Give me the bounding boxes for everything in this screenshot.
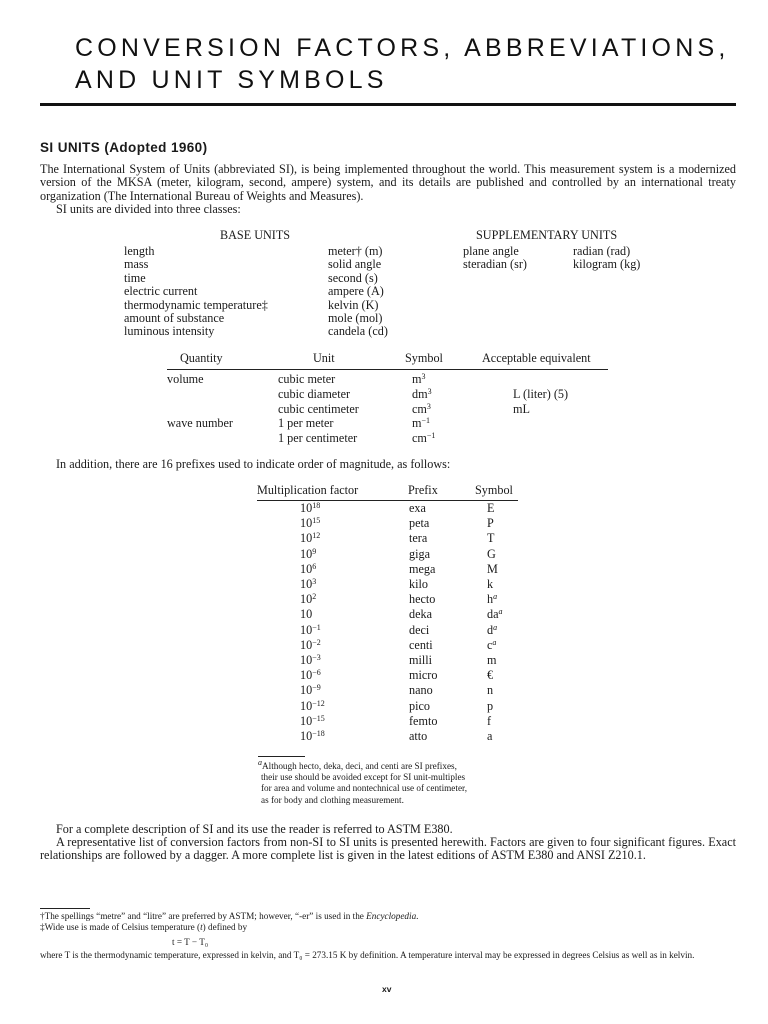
prefix-symbol: P: [487, 516, 494, 531]
derived-table-body: [167, 372, 608, 448]
supplementary-unit: radian (rad): [573, 244, 631, 258]
factor-exponent: −15: [312, 713, 325, 723]
derived-symbol: m: [412, 416, 422, 431]
factor-exponent: −1: [312, 622, 321, 632]
prefix-symbol: G: [487, 546, 496, 561]
prefix-name: exa: [409, 501, 426, 515]
factor-base: 10: [300, 683, 313, 698]
prefix-name: hecto: [409, 592, 436, 607]
table-row: [167, 387, 608, 402]
derived-symbol: cm: [412, 401, 427, 416]
table-row: [300, 699, 530, 714]
prefix-name: deci: [409, 622, 430, 637]
base-quantity: electric current: [124, 284, 198, 299]
prefix-table-body: [300, 501, 530, 746]
table-row: [300, 531, 530, 546]
table-footnote-line: their use should be avoided except for SI unit-multiples: [261, 772, 466, 783]
closing-paragraph: A representative list of conversion factors from non-SI to SI units is presented herewith. Factors are given to four significant figures. Exact relationships are followed by a dagger. A more complete list is given in the latest editions of ASTM E380 and ANSI Z210.1.: [40, 835, 736, 863]
derived-quantity: volume: [167, 372, 204, 386]
table-footnote: [258, 758, 468, 806]
base-quantity: amount of substance: [124, 310, 225, 325]
prefix-note-marker: a: [493, 592, 498, 602]
table-footnote-rule: [258, 756, 305, 757]
derived-equivalent: mL: [513, 401, 530, 416]
prefix-symbol: E: [487, 501, 495, 515]
base-unit: mole (mol): [328, 310, 383, 325]
derived-symbol-exponent: 3: [426, 401, 431, 411]
footnote-ddagger: [40, 922, 247, 934]
footnote-dagger-end: .: [416, 911, 419, 921]
table-row: [300, 714, 530, 729]
factor-exponent: −2: [312, 637, 321, 647]
factor-exponent: 3: [312, 577, 317, 586]
table-footnote-line: for area and volume and nontechnical use of centimeter,: [261, 783, 468, 794]
factor-exponent: −12: [312, 698, 325, 708]
factor-base: 10: [300, 729, 313, 743]
prefix-symbol: M: [487, 561, 498, 576]
prefix-intro: In addition, there are 16 prefixes used to indicate order of magnitude, as follows:: [56, 457, 451, 471]
factor-exponent: 15: [312, 516, 321, 526]
table-row: [300, 653, 530, 668]
factor-base: 10: [300, 622, 313, 637]
supplementary-quantity: plane angle: [463, 244, 519, 258]
intro-paragraph: The International System of Units (abbreviated SI), is being implemented throughout the world. This measurement system is a modernized version of the MKSA (meter, kilogram, second, ampere) system, and its details are published and controlled by an international treaty organization (The International Bureau of Weights and Measures).: [40, 162, 736, 203]
table-row: [300, 668, 530, 683]
table-row: [300, 592, 530, 607]
prefix-header-symbol: Symbol: [475, 483, 513, 497]
factor-exponent: −3: [312, 653, 321, 662]
prefix-symbol: €: [487, 668, 494, 683]
title-rule: [40, 103, 736, 106]
table-row: [167, 372, 608, 387]
prefix-symbol: a: [487, 729, 493, 743]
factor-exponent: −9: [312, 683, 321, 693]
supplementary-quantity: steradian (sr): [463, 257, 527, 272]
prefix-note-marker: a: [492, 637, 497, 647]
prefix-symbol: k: [487, 577, 494, 591]
derived-unit: cubic meter: [278, 372, 336, 386]
factor-base: 10: [300, 501, 313, 515]
table-row: [300, 607, 530, 622]
table-row: [300, 729, 530, 744]
prefix-symbol: n: [487, 683, 494, 698]
page-number: xv: [382, 984, 392, 994]
footnote-dagger: [40, 911, 418, 923]
derived-header-equivalent: Acceptable equivalent: [482, 351, 591, 365]
factor-exponent: 18: [312, 501, 321, 510]
base-unit: ampere (A): [328, 284, 384, 299]
factor-exponent: 9: [312, 546, 317, 556]
table-footnote-line: as for body and clothing measurement.: [261, 794, 404, 805]
base-units-quantities: [124, 245, 268, 339]
base-quantity: mass: [124, 257, 149, 272]
factor-exponent: 2: [312, 592, 317, 602]
prefix-symbol: da: [487, 607, 499, 622]
base-unit: solid angle: [328, 257, 382, 272]
prefix-symbol: d: [487, 622, 494, 637]
prefix-symbol: m: [487, 653, 497, 667]
supplementary-units: [573, 245, 640, 272]
page-title-line-2: AND UNIT SYMBOLS: [75, 66, 388, 94]
table-row: [167, 416, 608, 431]
footnote-dagger-emphasis: Encyclopedia: [366, 911, 417, 921]
table-footnote-line: Although hecto, deka, deci, and centi are SI prefixes,: [262, 761, 457, 771]
prefix-name: femto: [409, 713, 438, 728]
prefix-note-marker: a: [498, 607, 503, 617]
derived-symbol-exponent: 3: [427, 386, 432, 396]
derived-unit: cubic diameter: [278, 386, 351, 401]
prefix-symbol: c: [487, 637, 493, 652]
prefix-symbol: f: [487, 713, 492, 728]
celsius-equation: t = T − T₀: [172, 937, 209, 947]
prefix-name: peta: [409, 516, 430, 531]
table-row: [300, 562, 530, 577]
factor-base: 10: [300, 637, 313, 652]
footnote-where-text: where T is the thermodynamic temperature, expressed in kelvin, and T₀ = 273.15 K by definition. A temperature interval may be expressed in degrees Celsius as well as in kelvin.: [40, 950, 695, 960]
table-row: [167, 402, 608, 417]
factor-base: 10: [300, 531, 313, 546]
base-quantity: thermodynamic temperature‡: [124, 297, 268, 312]
table-row: [300, 638, 530, 653]
prefix-name: mega: [409, 561, 436, 576]
derived-symbol-exponent: −1: [421, 416, 430, 426]
derived-symbol: m: [412, 372, 422, 386]
base-unit: candela (cd): [328, 324, 388, 339]
table-row: [300, 516, 530, 531]
prefix-name: milli: [409, 653, 433, 667]
factor-base: 10: [300, 561, 313, 576]
base-quantity: time: [124, 270, 146, 285]
prefix-name: deka: [409, 607, 433, 622]
factor-base: 10: [300, 546, 313, 561]
footnote-rule: [40, 908, 90, 909]
base-unit: meter† (m): [328, 244, 383, 258]
prefix-name: atto: [409, 729, 428, 743]
derived-symbol-exponent: 3: [421, 372, 426, 381]
factor-base: 10: [300, 668, 313, 683]
si-units-heading: SI UNITS (Adopted 1960): [40, 140, 208, 155]
factor-base: 10: [300, 698, 313, 713]
derived-header-quantity: Quantity: [180, 351, 223, 365]
table-footnote-marker: a: [258, 758, 262, 767]
table-row: [300, 683, 530, 698]
classes-line: SI units are divided into three classes:: [56, 202, 241, 216]
closing-reference-line: For a complete description of SI and its use the reader is referred to ASTM E380.: [56, 822, 453, 836]
table-row: [300, 623, 530, 638]
factor-base: 10: [300, 592, 313, 607]
base-quantity: length: [124, 244, 155, 258]
factor-base: 10: [300, 653, 313, 667]
prefix-symbol: T: [487, 531, 495, 546]
prefix-name: nano: [409, 683, 433, 698]
derived-unit: 1 per centimeter: [278, 431, 358, 446]
footnote-dagger-text: †The spellings “metre” and “litre” are preferred by ASTM; however, “-er” is used in the: [40, 911, 367, 921]
table-row: [167, 431, 608, 446]
derived-quantity: wave number: [167, 416, 233, 431]
prefix-name: kilo: [409, 577, 428, 591]
factor-base: 10: [300, 577, 313, 591]
factor-exponent: −6: [312, 668, 321, 678]
prefix-name: tera: [409, 531, 428, 546]
derived-symbol: cm: [412, 431, 427, 446]
factor-base: 10: [300, 713, 313, 728]
factor-base: 10: [300, 607, 313, 622]
base-units-heading: BASE UNITS: [220, 228, 291, 242]
supplementary-unit: kilogram (kg): [573, 257, 641, 272]
page-title-line-1: CONVERSION FACTORS, ABBREVIATIONS,: [75, 34, 730, 62]
prefix-name: micro: [409, 668, 438, 683]
factor-exponent: 6: [312, 561, 317, 571]
prefix-note-marker: a: [493, 622, 498, 632]
table-row: [300, 577, 530, 592]
prefix-header-factor: Multiplication factor: [257, 483, 359, 497]
prefix-name: centi: [409, 637, 433, 652]
derived-unit: 1 per meter: [278, 416, 334, 431]
footnote-ddagger-variable: t: [200, 922, 203, 932]
base-unit: kelvin (K): [328, 297, 379, 312]
prefix-symbol: p: [487, 698, 494, 713]
prefix-symbol: h: [487, 592, 494, 607]
base-unit: second (s): [328, 270, 378, 285]
supplementary-quantities: [463, 245, 527, 272]
table-row: [300, 501, 530, 516]
supplementary-units-heading: SUPPLEMENTARY UNITS: [476, 228, 618, 242]
base-quantity: luminous intensity: [124, 324, 215, 339]
footnote-ddagger-end: ) defined by: [202, 922, 248, 932]
base-units-units: [328, 245, 388, 339]
derived-equivalent: L (liter) (5): [513, 386, 569, 401]
derived-header-unit: Unit: [313, 351, 335, 365]
factor-exponent: −18: [312, 729, 325, 738]
derived-header-symbol: Symbol: [405, 351, 443, 365]
table-row: [300, 547, 530, 562]
footnote-ddagger-text: ‡Wide use is made of Celsius temperature (: [40, 922, 201, 932]
derived-header-rule: [167, 369, 608, 370]
derived-symbol: dm: [412, 386, 428, 401]
factor-base: 10: [300, 516, 313, 531]
factor-exponent: 12: [312, 531, 321, 541]
prefix-header-prefix: Prefix: [408, 483, 438, 497]
prefix-name: giga: [409, 546, 430, 561]
prefix-name: pico: [409, 698, 430, 713]
derived-symbol-exponent: −1: [426, 431, 436, 441]
derived-unit: cubic centimeter: [278, 401, 359, 416]
